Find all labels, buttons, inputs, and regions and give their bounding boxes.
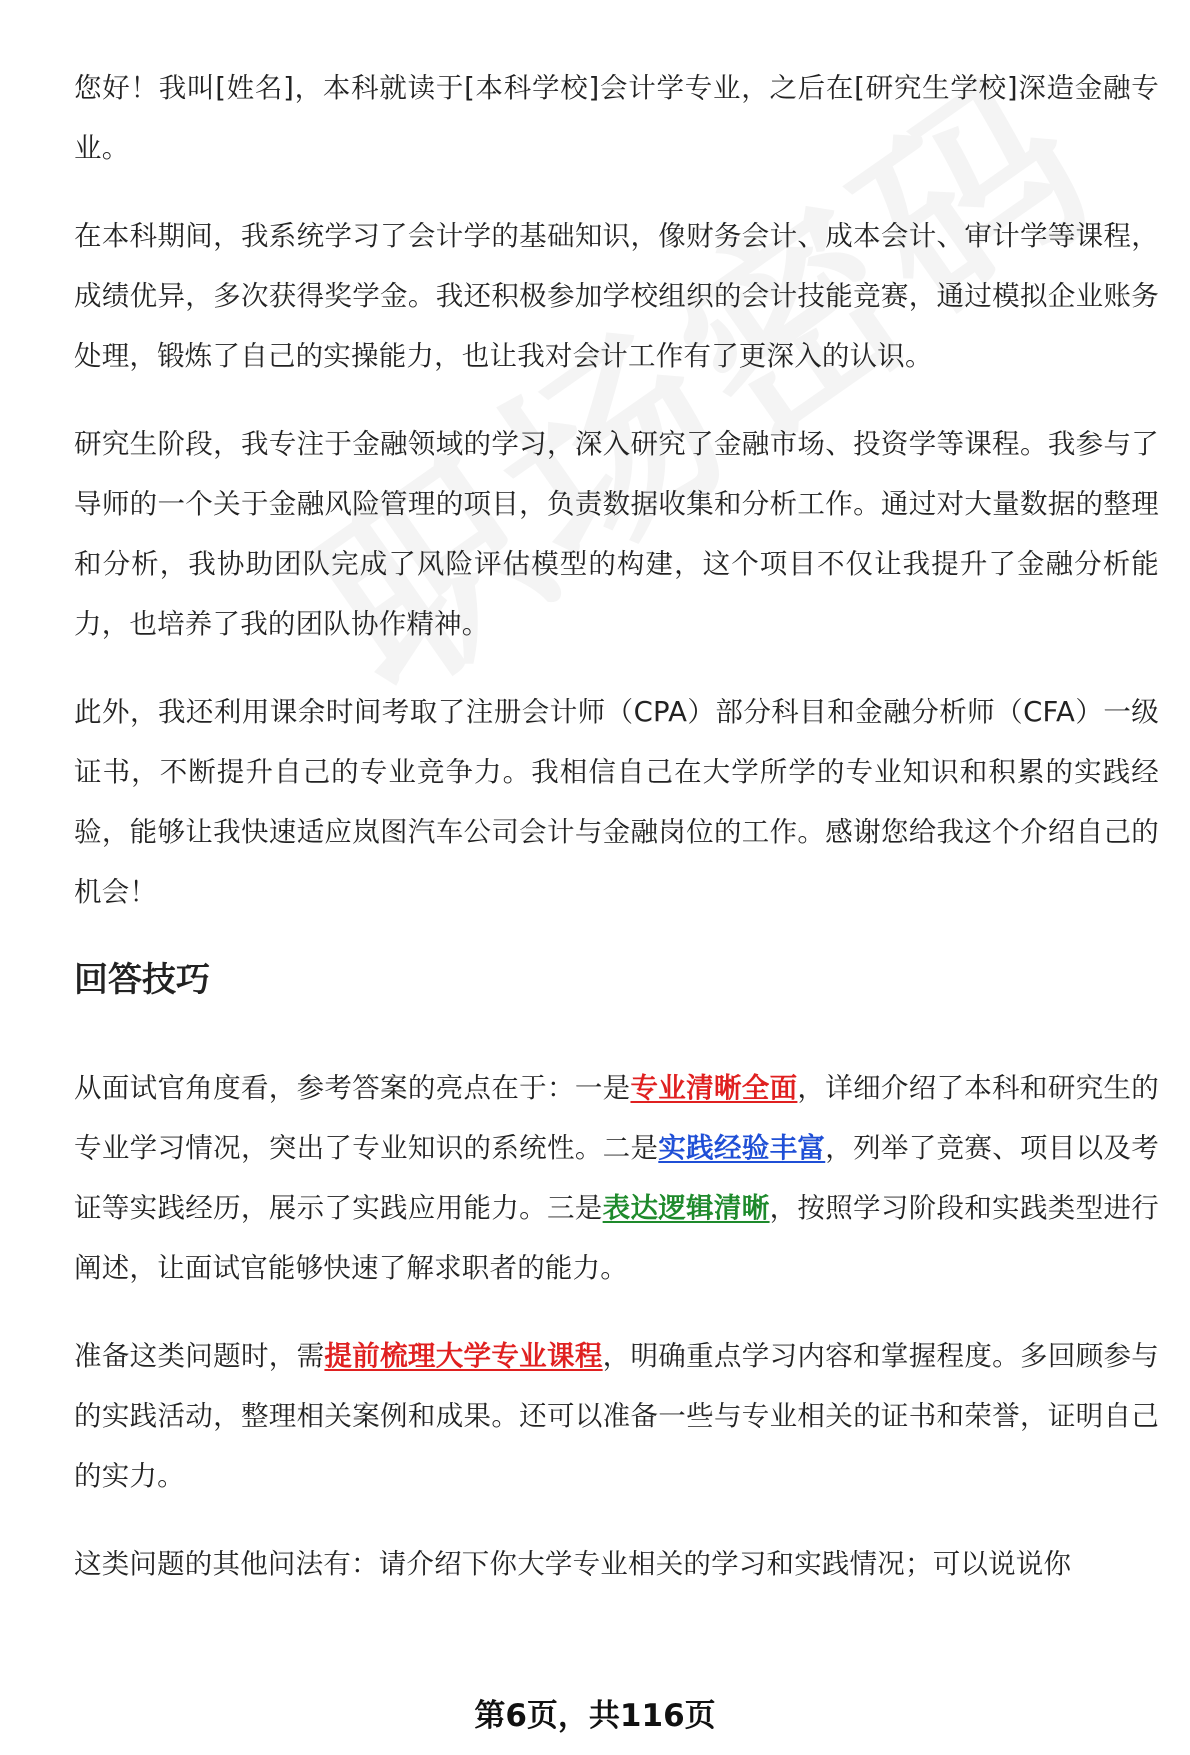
- highlight-courses: 提前梳理大学专业课程: [324, 1340, 603, 1372]
- highlight-logic: 表达逻辑清晰: [602, 1192, 770, 1224]
- text-segment: ，按照学习阶段和实践类型进行阐述，让面试官能够快速了解求职者的能力。: [74, 1192, 1159, 1284]
- text-segment: ，列举了竞赛、项目以及考证等实践经历，展示了实践应用能力。三是: [74, 1132, 1160, 1224]
- answer-paragraph-certificates: 此外，我还利用课余时间考取了注册会计师（CPA）部分科目和金融分析师（CFA）一级证书，不断提升自己的专业竞争力。我相信自己在大学所学的专业知识和积累的实践经验，能够让我快速适应岚图汽车公司会计与金融岗位的工作。感谢您给我这个介绍自己的机会！: [74, 696, 1159, 908]
- content-area: [74, 58, 1159, 1622]
- answer-paragraph-undergrad: 在本科期间，我系统学习了会计学的基础知识，像财务会计、成本会计、审计学等课程，成绩优异，多次获得奖学金。我还积极参加学校组织的会计技能竞赛，通过模拟企业账务处理，锻炼了自己的实操能力，也让我对会计工作有了更深入的认识。: [74, 220, 1159, 372]
- highlight-professional: 专业清晰全面: [630, 1072, 798, 1104]
- highlight-practice: 实践经验丰富: [658, 1132, 826, 1164]
- tips-paragraph-preparation: [74, 1326, 1159, 1506]
- text-segment: 准备这类问题时，需: [74, 1340, 325, 1372]
- text-segment: ，明确重点学习内容和掌握程度。多回顾参与的实践活动，整理相关案例和成果。还可以准备一些与专业相关的证书和荣誉，证明自己的实力。: [74, 1340, 1159, 1492]
- answer-paragraph-intro: 您好！我叫[姓名]，本科就读于[本科学校]会计学专业，之后在[研究生学校]深造金融专业。: [74, 72, 1159, 164]
- answer-paragraph-graduate: 研究生阶段，我专注于金融领域的学习，深入研究了金融市场、投资学等课程。我参与了导师的一个关于金融风险管理的项目，负责数据收集和分析工作。通过对大量数据的整理和分析，我协助团队完成了风险评估模型的构建，这个项目不仅让我提升了金融分析能力，也培养了我的团队协作精神。: [74, 428, 1159, 640]
- tips-paragraph-other-questions: 这类问题的其他问法有：请介绍下你大学专业相关的学习和实践情况；可以说说你: [74, 1548, 1072, 1580]
- text-segment: ，详细介绍了本科和研究生的专业学习情况，突出了专业知识的系统性。二是: [74, 1072, 1160, 1164]
- text-segment: 从面试官角度看，参考答案的亮点在于：一是: [74, 1072, 631, 1104]
- section-title-tips: 回答技巧: [74, 960, 210, 1000]
- page-number: 第6页，共116页: [474, 1698, 716, 1734]
- tips-paragraph-highlights: [74, 1058, 1159, 1298]
